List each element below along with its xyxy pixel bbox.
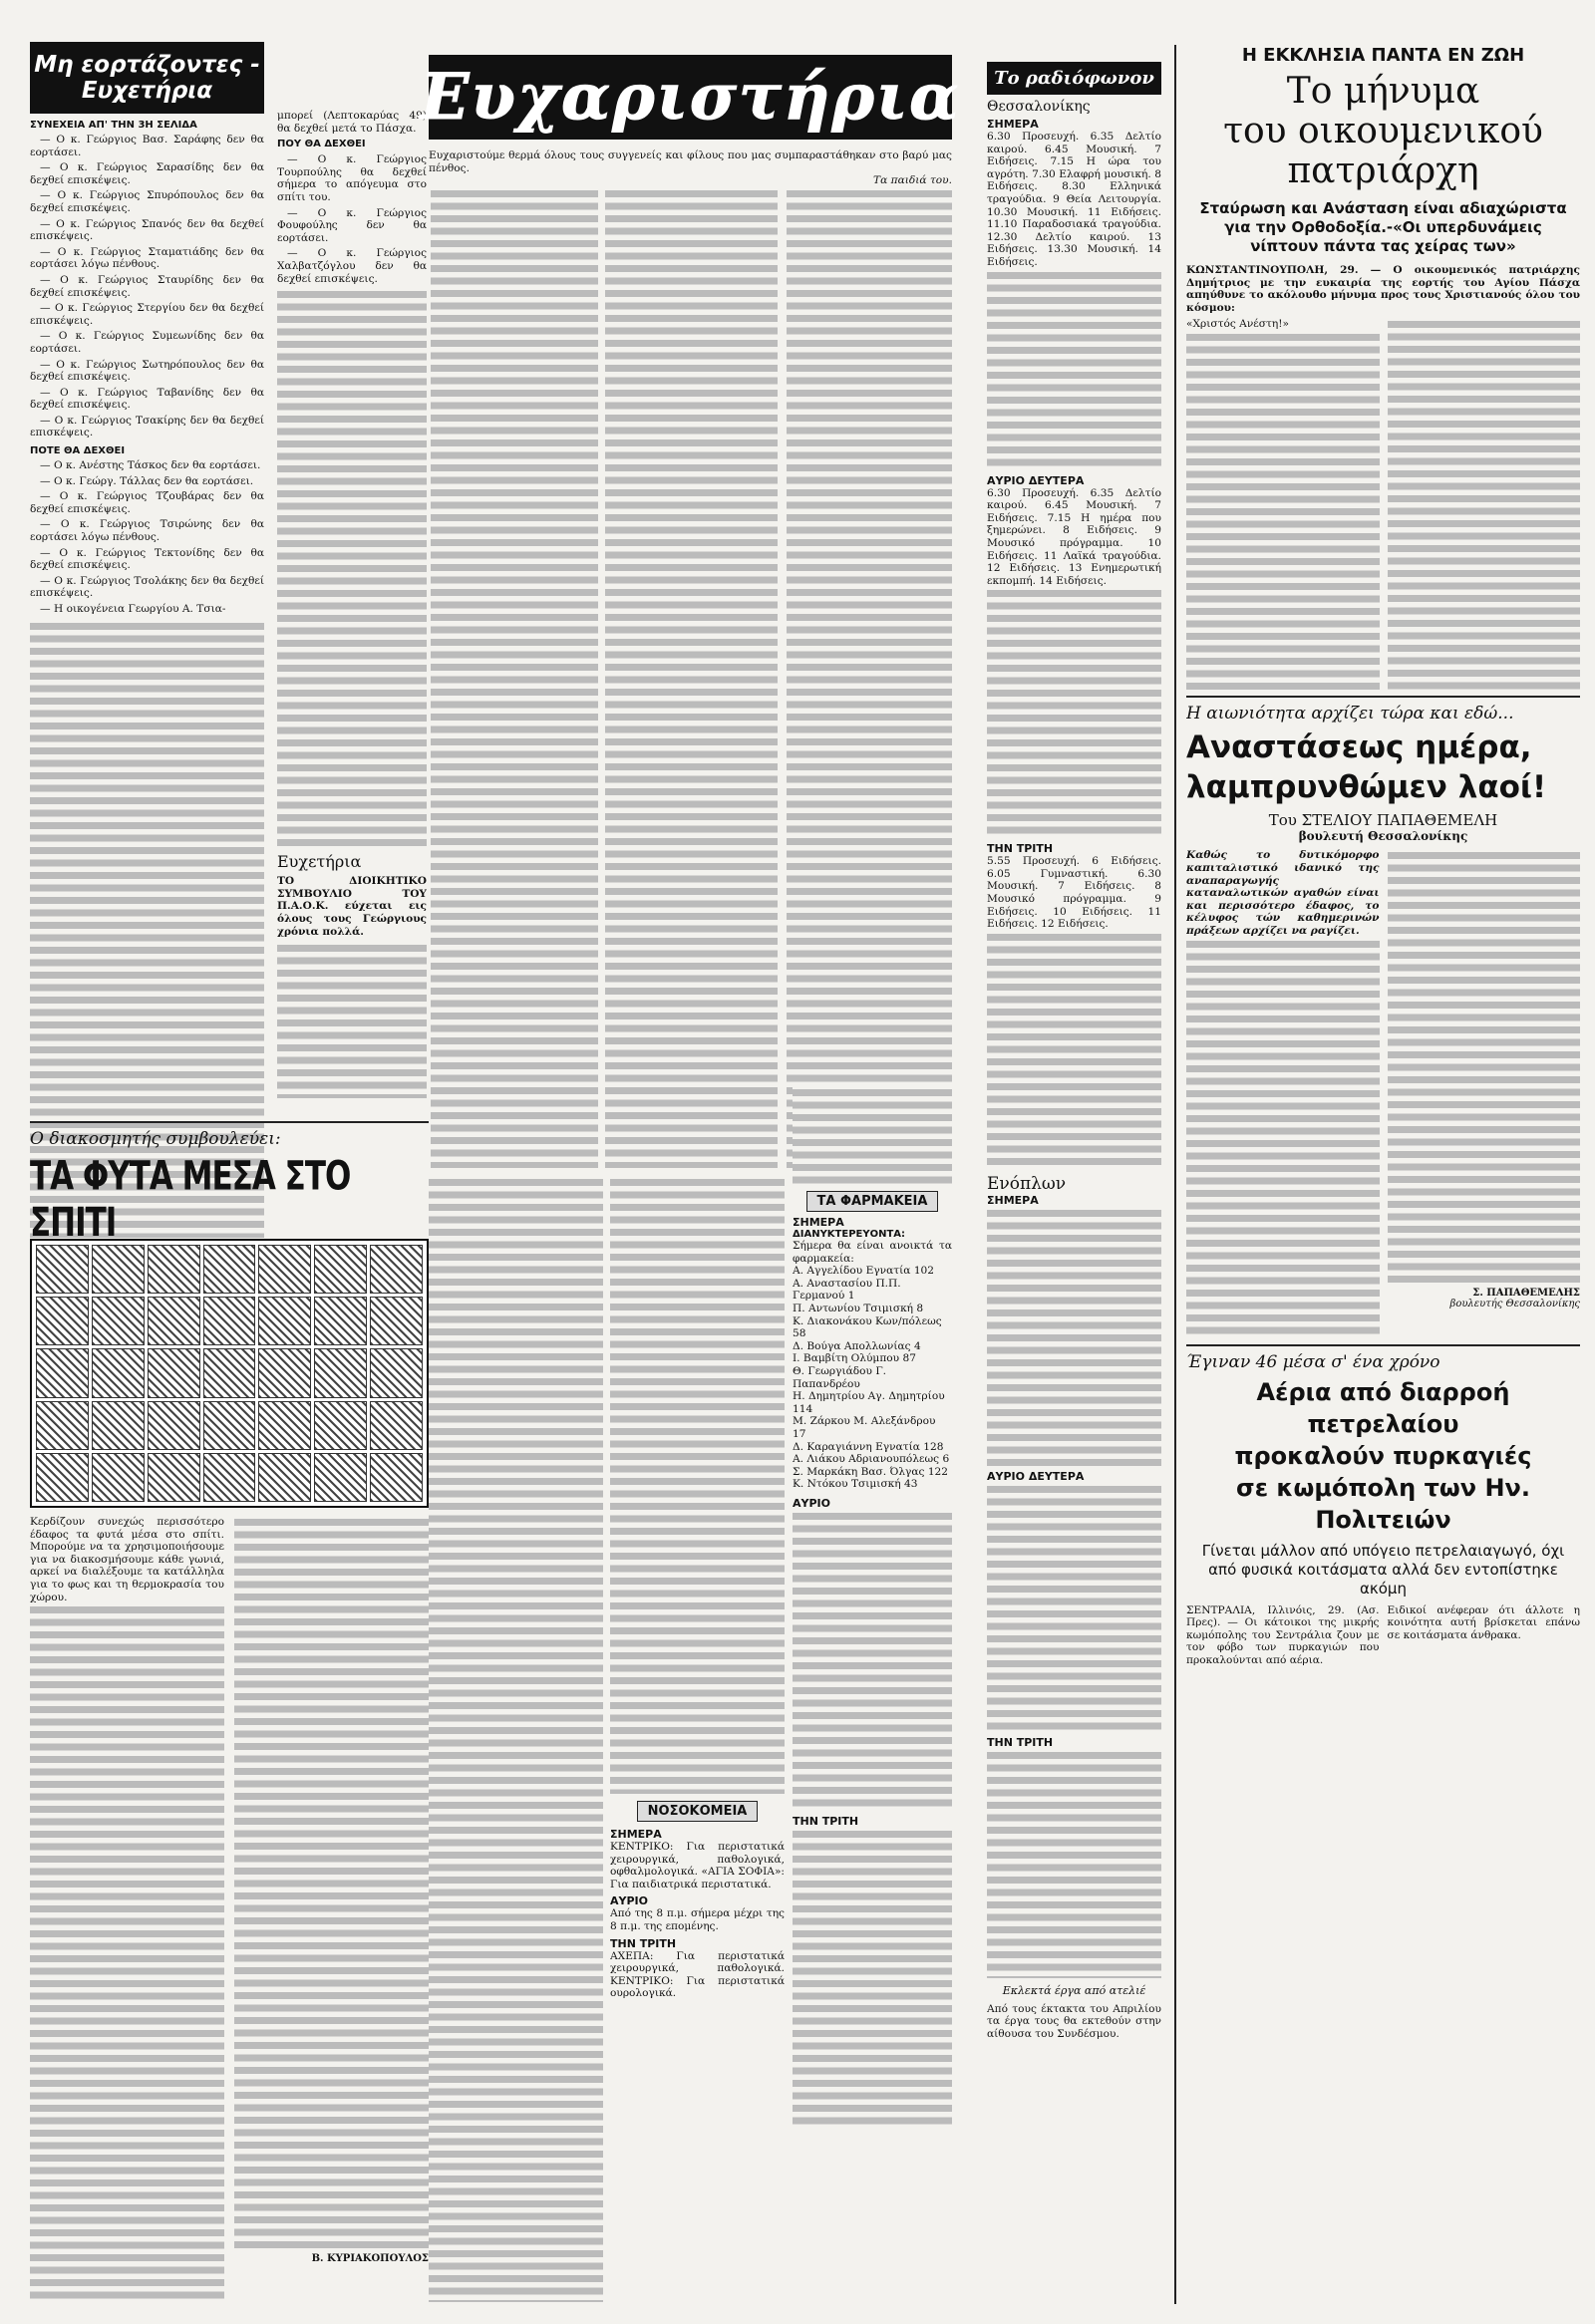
continuation-text: μπορεί (Λεπτοκαρύας 49) θα δεχθεί μετά το Πάσχα. — [277, 110, 427, 135]
text-filler — [429, 187, 952, 1168]
text-filler — [1186, 331, 1380, 690]
banner-eortazontes: Μη εορτάζοντες - Ευχετήρια — [30, 42, 264, 114]
hospitals-block — [610, 1176, 785, 2302]
papathemelis-byline-2: βουλευτή Θεσσαλονίκης — [1298, 829, 1468, 844]
hosp-triti: ΤΗΝ ΤΡΙΤΗ — [610, 1936, 677, 1950]
hosp-text: ΑΧΕΠΑ: Για περιστατικά χειρουργικά, παθολογικά. ΚΕΝΤΡΙΚΟ: Για περιστατικά ουρολογικά. — [610, 1949, 785, 2000]
notice-line: — Ο κ. Γεώργιος Χαλβατζόγλου δεν θα δεχθεί επισκέψεις. — [277, 247, 427, 285]
patriarch-deck: Σταύρωση και Ανάσταση είναι αδιαχώριστα για την Ορθοδοξία.-«Οι υπερδυνάμεις νίπτουν πάντα τας χείρας των» — [1199, 199, 1567, 255]
text-filler — [793, 1510, 952, 1809]
continuation-header: ΣΥΝΕΧΕΙΑ ΑΠ' ΤΗΝ 3Η ΣΕΛΙΔΑ — [30, 120, 197, 131]
text-filler — [1186, 938, 1380, 1336]
text-filler — [987, 587, 1161, 836]
hosp-simera: ΣΗΜΕΡΑ — [610, 1828, 662, 1841]
pharmacy-item: Α. Λιάκου Αδριανουπόλεως 6 — [793, 1453, 950, 1466]
pharmacy-item: Κ. Διακονάκου Κων/πόλεως 58 — [793, 1314, 942, 1340]
bottom-left-text — [429, 1176, 603, 2302]
eucharistiria-masthead — [420, 55, 961, 140]
pharmacy-item: Δ. Καραγιάννη Εγνατία 128 — [793, 1440, 944, 1453]
pharmacies-block — [793, 1086, 952, 2302]
plants-feature — [30, 1121, 429, 2307]
pharm-diani: ΔΙΑΝΥΚΤΕΡΕΥΟΝΤΑ: — [793, 1229, 906, 1240]
notice-line: — Ο κ. Γεώργιος Σωτηρόπουλος δεν θα δεχθεί επισκέψεις. — [30, 358, 264, 384]
centralia-lead: ΣΕΝΤΡΑΛΙΑ, Ιλλινόις, 29. (Ασ. Πρες). — Οι κάτοικοι της μικρής κωμόπολης του Σεντράλια ζουν με τον φόβο των πυρκαγιών που προκαλούνται από αέρια. — [1186, 1603, 1380, 1666]
hosp-avrio: ΑΥΡΙΟ — [610, 1894, 648, 1908]
radio-triti: ΤΗΝ ΤΡΙΤΗ — [987, 842, 1054, 856]
radio-avrio: ΑΥΡΙΟ ΔΕΥΤΕΡΑ — [987, 473, 1085, 487]
plants-signature: Β. ΚΥΡΙΑΚΟΠΟΥΛΟΣ — [311, 2253, 429, 2264]
text-filler — [1388, 318, 1581, 692]
pharm-simera: ΣΗΜΕΡΑ — [793, 1216, 844, 1229]
pharmacy-item: Π. Αντωνίου Τσιμισκή 8 — [793, 1302, 924, 1314]
pharmacy-item: Η. Δημητρίου Αγ. Δημητρίου 114 — [793, 1390, 945, 1415]
hosp-text: Από της 8 π.μ. σήμερα μέχρι της 8 π.μ. της επομένης. — [610, 1907, 785, 1932]
ekl-headline: Εκλεκτά έργα από ατελιέ — [1002, 1983, 1146, 1997]
notice-line: — Ο κ. Γεώργιος Στεργίου δεν θα δεχθεί επισκέψεις. — [30, 302, 264, 327]
pharm-avrio: ΑΥΡΙΟ — [793, 1496, 830, 1510]
subhead-pou: ΠΟΥ ΘΑ ΔΕΧΘΕΙ — [277, 139, 366, 150]
centralia-deck: Γίνεται μάλλον από υπόγειο πετρελαιαγωγό, όχι από φυσικά κοιτάσματα αλλά δεν εντοπίστηκε ακόμη — [1201, 1541, 1565, 1598]
text-filler — [987, 1207, 1161, 1466]
radio-masthead: Το ραδιόφωνον — [987, 62, 1161, 95]
eucharistiria-title: Ευχαριστήρια — [420, 60, 961, 135]
patriarch-headline-1: Το μήνυμα — [1286, 71, 1480, 112]
papathemelis-headline-1: Αναστάσεως ημέρα, — [1186, 729, 1532, 766]
notice-line: — Ο κ. Γεώργ. Τάλλας δεν θα εορτάσει. — [40, 474, 254, 487]
papathemelis-byline: Του ΣΤΕΛΙΟΥ ΠΑΠΑΘΕΜΕΛΗ — [1268, 811, 1498, 830]
plants-headline: ΤΑ ΦΥΤΑ ΜΕΣΑ ΣΤΟ ΣΠΙΤΙ — [30, 1153, 351, 1247]
radio-avrio-2: ΑΥΡΙΟ ΔΕΥΤΕΡΑ — [987, 1469, 1085, 1483]
column-eucharistiria — [429, 149, 952, 1168]
papathemelis-sign-2: βουλευτής Θεσσαλονίκης — [1449, 1299, 1580, 1310]
notice-line: — Ο κ. Γεώργιος Σταυρίδης δεν θα δεχθεί επισκέψεις. — [30, 273, 264, 299]
papathemelis-headline-2: λαμπρυνθώμεν λαοί! — [1186, 769, 1547, 806]
hosp-text: ΚΕΝΤΡΙΚΟ: Για περιστατικά χειρουργικά, παθολογικά, οφθαλμολογικά. «ΑΓΙΑ ΣΟΦΙΑ»: Για παιδιατρικά περιστατικά. — [610, 1841, 785, 1890]
pharmacy-item: Θ. Γεωργιάδου Γ. Παπανδρέου — [793, 1364, 887, 1390]
radio-enoplon: Ενόπλων — [987, 1173, 1067, 1194]
ekl-text: Από τους έκτακτα του Απριλίου τα έργα τους θα εκτεθούν στην αίθουσα του Συνδέσμου. — [987, 2002, 1161, 2041]
text-filler — [987, 931, 1161, 1170]
column-ευχετηρια-2 — [277, 110, 427, 1098]
notices-list-2 — [30, 459, 264, 616]
papathemelis-kicker: Η αιωνιότητα αρχίζει τώρα και εδώ... — [1186, 696, 1580, 724]
notice-line: — Η οικογένεια Γεωργίου Α. Τσια- — [40, 603, 226, 615]
text-filler — [987, 269, 1161, 468]
plants-body: Κερδίζουν συνεχώς περισσότερο έδαφος τα φυτά μέσα στο σπίτι. Μπορούμε να τα χρησιμοποιήσουμε για να διακοσμήσουμε κάθε γωνιά, αρκεί να διαλέξουμε τα κατάλληλα για το φως και τη θερμοκρασία του χώρου. — [30, 1516, 224, 1603]
centralia-headline-2: προκαλούν πυρκαγιές — [1234, 1441, 1532, 1470]
notice-line: — Ο κ. Γεώργιος Συμεωνίδης δεν θα εορτάσει. — [30, 330, 264, 355]
notice-text — [277, 153, 427, 285]
notice-line: — Ο κ. Γεώργιος Τσολάκης δεν θα δεχθεί επισκέψεις. — [30, 574, 264, 600]
text-filler — [793, 1086, 952, 1186]
plants-illustration — [30, 1239, 429, 1508]
notice-line: — Ο κ. Γεώργιος Σταματιάδης δεν θα εορτάσει λόγω πένθους. — [30, 245, 264, 271]
paok-notice: ΤΟ ΔΙΟΙΚΗΤΙΚΟ ΣΥΜΒΟΥΛΙΟ ΤΟΥ Π.Α.Ο.Κ. εύχεται εις όλους τους Γεώργιους χρόνια πολλά. — [277, 875, 427, 938]
radio-triti-2: ΤΗΝ ΤΡΙΤΗ — [987, 1735, 1054, 1749]
patriarch-dateline: ΚΩΝΣΤΑΝΤΙΝΟΥΠΟΛΗ, 29. — Ο οικουμενικός πατριάρχης Δημήτριος με την ευκαιρία της εορτής του Αγίου Πάσχα απηύθυνε το ακόλουθο μήνυμα προς τους Χριστιανούς όλου του κόσμου: — [1186, 264, 1580, 314]
pharm-intro: Σήμερα θα είναι ανοικτά τα φαρμακεία: — [793, 1240, 952, 1265]
text-filler — [277, 288, 427, 846]
centralia-headline-3: σε κωμόπολη των Ην. Πολιτειών — [1236, 1473, 1530, 1534]
column-rule — [1174, 45, 1176, 2304]
radio-simera: ΣΗΜΕΡΑ — [987, 118, 1039, 131]
notice-line: — Ο κ. Ανέστης Τάσκος δεν θα εορτάσει. — [40, 459, 261, 472]
patriarch-headline-2: του οικουμενικού — [1223, 111, 1543, 151]
text-filler — [1388, 849, 1581, 1288]
pharmacy-item: Ι. Βαμβίτη Ολύμπου 87 — [793, 1352, 916, 1365]
text-filler — [793, 1828, 952, 2127]
papathemelis-lead: Καθώς το δυτικόμορφο καπιταλιστικό ιδανικό της αναπαραγωγής καταναλωτικών αγαθών είναι και περισσότερο έδαφος, το κέλυφος τών καθημερινών πράξεων αρχίζει να ραγίζει. — [1186, 849, 1380, 937]
notice-line: — Ο κ. Γεώργιος Ταβανίδης δεν θα δεχθεί επισκέψεις. — [30, 386, 264, 412]
nosokomeia-label: ΝΟΣΟΚΟΜΕΙΑ — [637, 1801, 759, 1822]
text-filler — [429, 1176, 603, 2302]
pharm-list — [793, 1265, 952, 1491]
column-articles — [1186, 45, 1580, 2314]
text-filler — [987, 1483, 1161, 1732]
notice-line: — Ο κ. Γεώργιος Βασ. Σαράφης δεν θα εορτάσει. — [30, 134, 264, 158]
pharmacy-item: Σ. Μαρκάκη Βασ. Όλγας 122 — [793, 1465, 949, 1478]
pharm-triti: ΤΗΝ ΤΡΙΤΗ — [793, 1814, 859, 1828]
thanks-sign: Τα παιδιά του. — [873, 174, 952, 187]
notice-line: — Ο κ. Γεώργιος Σαρασίδης δεν θα δεχθεί επισκέψεις. — [30, 161, 264, 186]
radio-city: Θεσσαλονίκης — [987, 99, 1091, 115]
radio-simera-2: ΣΗΜΕΡΑ — [987, 1193, 1039, 1207]
pharmacy-item: Δ. Βούγα Απολλωνίας 4 — [793, 1339, 921, 1352]
centralia-lead-2: Ειδικοί ανέφεραν ότι άλλοτε η κοινότητα αυτή βρίσκεται επάνω σε κοιτάσματα άνθρακα. — [1387, 1603, 1580, 1641]
centralia-headline-1: Αέρια από διαρροή πετρελαίου — [1256, 1377, 1510, 1438]
notice-line: — Ο κ. Γεώργιος Φουφούλης δεν θα εορτάσει. — [277, 206, 427, 244]
patriarch-kicker: Η ΕΚΚΛΗΣΙΑ ΠΑΝΤΑ ΕΝ ΖΩΗ — [1241, 45, 1525, 66]
notices-list — [30, 134, 264, 439]
radio-programme: 5.55 Προσευχή. 6 Ειδήσεις. 6.05 Γυμναστική. 6.30 Μουσική. 7 Ειδήσεις. 8 Μουσικό πρόγραμμα. 9 Ειδήσεις. 10 Ειδήσεις. 11 Ειδήσεις. 12 Ειδήσεις. — [987, 855, 1161, 931]
pharmacy-item: Α. Αναστασίου Π.Π. Γερμανού 1 — [793, 1277, 901, 1303]
papathemelis-sign: Σ. ΠΑΠΑΘΕΜΕΛΗΣ — [1472, 1288, 1580, 1300]
farmakeia-label: ΤΑ ΦΑΡΜΑΚΕΙΑ — [806, 1191, 939, 1212]
pharmacy-item: Α. Αγγελίδου Εγνατία 102 — [793, 1265, 935, 1278]
notice-line: — Ο κ. Γεώργιος Σπανός δεν θα δεχθεί επισκέψεις. — [30, 217, 264, 243]
notice-line: — Ο κ. Γεώργιος Σπυρόπουλος δεν θα δεχθεί επισκέψεις. — [30, 189, 264, 214]
patriarch-headline-3: πατριάρχη — [1287, 150, 1479, 191]
text-filler — [30, 1603, 224, 2301]
thanks-text: Ευχαριστούμε θερμά όλους τους συγγενείς και φίλους που μας συμπαραστάθηκαν στο βαρύ μας πένθος. — [429, 149, 952, 174]
text-filler — [987, 1749, 1161, 1978]
pharmacy-item: Κ. Ντόκου Τσιμισκή 43 — [793, 1478, 918, 1491]
patriarch-quote: «Χριστός Ανέστη!» — [1186, 318, 1289, 331]
notice-line: — Ο κ. Γεώργιος Τσιρώνης δεν θα εορτάσει λόγω πένθους. — [30, 518, 264, 544]
text-filler — [234, 1516, 429, 2253]
notice-line: — Ο κ. Γεώργιος Τεκτονίδης δεν θα δεχθεί επισκέψεις. — [30, 546, 264, 572]
centralia-kicker: Έγιναν 46 μέσα σ' ένα χρόνο — [1186, 1344, 1580, 1372]
notice-line: — Ο κ. Γεώργιος Τζουβάρας δεν θα δεχθεί επισκέψεις. — [30, 490, 264, 515]
notice-line: — Ο κ. Γεώργιος Τσακίρης δεν θα δεχθεί επισκέψεις. — [30, 414, 264, 439]
subhead-pote: ΠΟΤΕ ΘΑ ΔΕΧΘΕΙ — [30, 445, 126, 457]
plants-kicker: Ο διακοσμητής συμβουλεύει: — [30, 1121, 429, 1149]
column-radio — [987, 62, 1161, 2314]
text-filler — [277, 942, 427, 1098]
headline-euxetiria: Ευχετήρια — [277, 852, 362, 872]
radio-programme: 6.30 Προσευχή. 6.35 Δελτίο καιρού. 6.45 Μουσική. 7 Ειδήσεις. 7.15 Η ώρα του αγρότη. 7.30 Ελαφρή μουσική. 8 Ειδήσεις. 8.30 Ελληνικά τραγούδια. 9 Θεία Λειτουργία. 10.30 Μουσική. 11 Ειδήσεις. 11.10 Παραδοσιακά τραγούδια. 12.30 Δελτίο καιρού. 13 Ειδήσεις. 13.30 Μουσική. 14 Ειδήσεις. — [987, 131, 1161, 268]
text-filler — [610, 1176, 785, 1794]
radio-programme: 6.30 Προσευχή. 6.35 Δελτίο καιρού. 6.45 Μουσική. 7 Ειδήσεις. 7.15 Η ημέρα που ξημερώνει. 8 Ειδήσεις. 9 Μουσικό πρόγραμμα. 10 Ειδήσεις. 11 Λαϊκά τραγούδια. 12 Ειδήσεις. 13 Ενημερωτική εκπομπή. 14 Ειδήσεις. — [987, 486, 1161, 587]
pharmacy-item: Μ. Ζάρκου Μ. Αλεξάνδρου 17 — [793, 1415, 936, 1440]
notice-line: — Ο κ. Γεώργιος Τουρπούλης θα δεχθεί σήμερα το απόγευμα στο σπίτι του. — [277, 153, 427, 203]
